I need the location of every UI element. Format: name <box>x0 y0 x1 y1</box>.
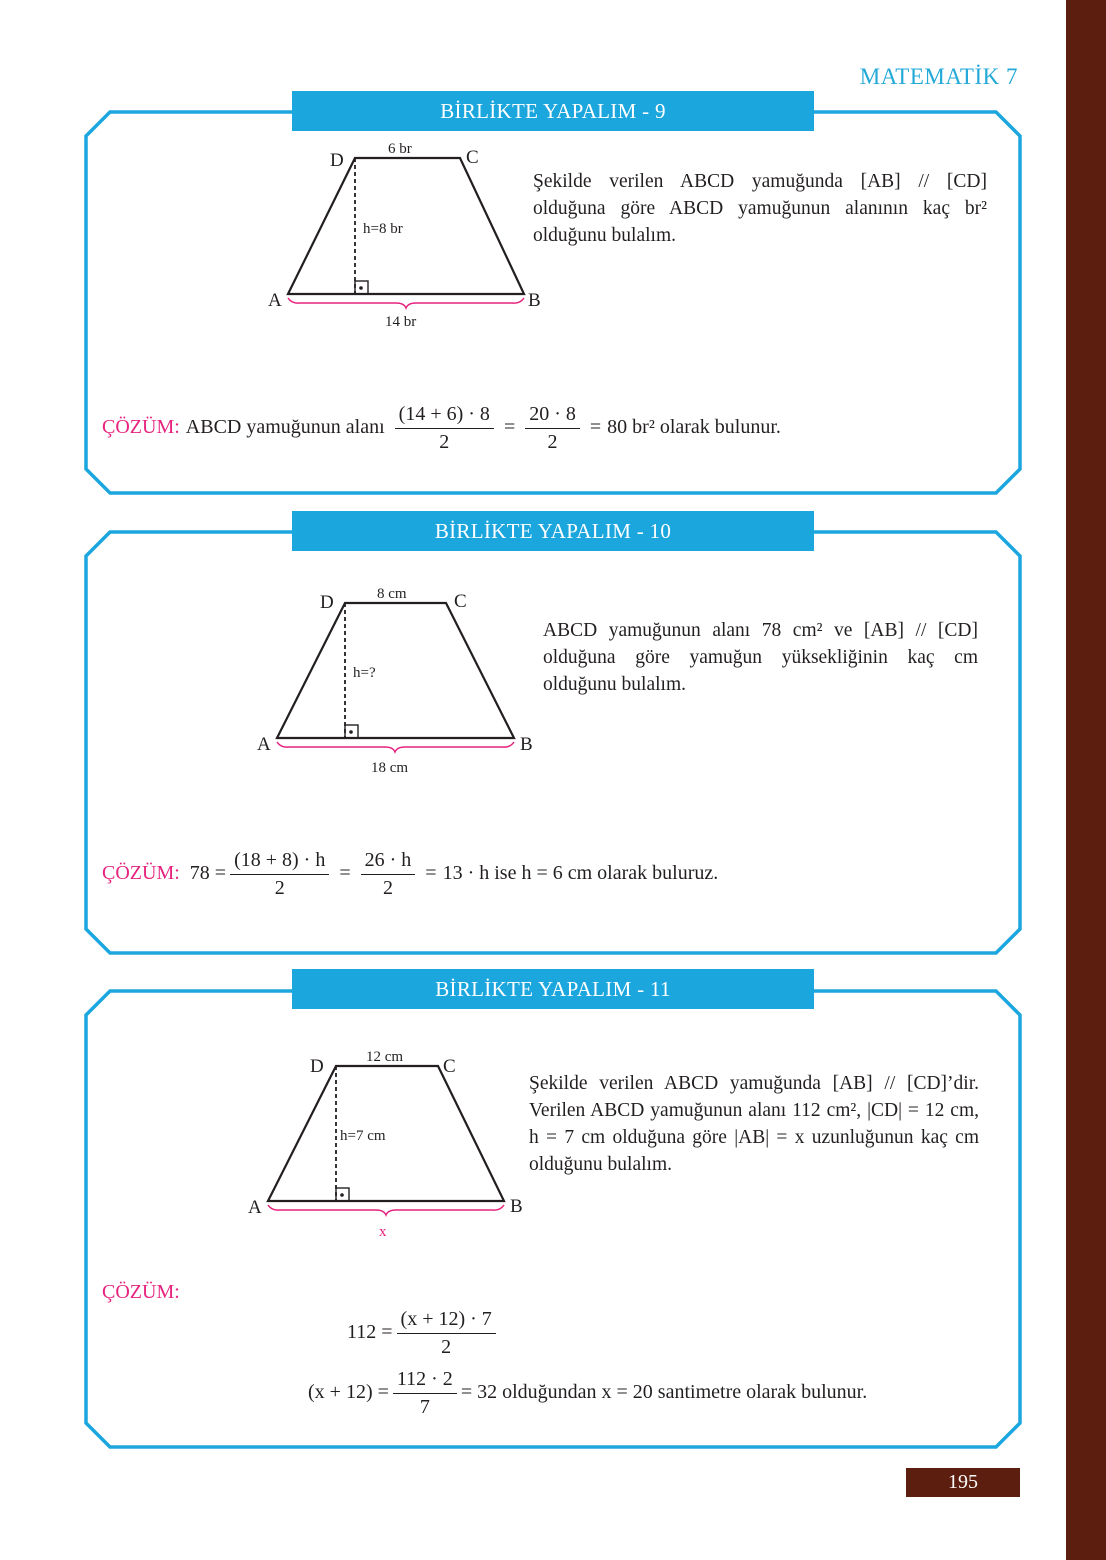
height-label-11: h=7 cm <box>340 1128 386 1144</box>
fraction-11b: $\frac{112 \cdot 2}{7}$ <box>393 1367 457 1418</box>
solution-label-11: ÇÖZÜM: <box>102 1281 180 1303</box>
solution-10: ÇÖZÜM: 78 = $\frac{(18 + 8) \cdot h}{2}$ = $\frac{26 \cdot h}{2}$ = 13 · h ise h = 6 cm olarak buluruz. <box>102 848 719 899</box>
height-label-10: h=? <box>353 665 376 681</box>
fraction-11a: $\frac{(x + 12) \cdot 7}{2}$ <box>397 1307 496 1358</box>
solution-label-9: ÇÖZÜM: <box>102 415 180 438</box>
trapezoid-11 <box>268 1066 504 1201</box>
solution-label-10: ÇÖZÜM: <box>102 861 180 884</box>
fraction-10b: $\frac{26 \cdot h}{2}$ <box>361 848 416 899</box>
question-10: ABCD yamuğunun alanı 78 cm² ve [AB] // [CD] olduğuna göre yamuğun yüksekliğinin kaç cm olduğunu bulalım. <box>543 620 978 695</box>
height-label-9: h=8 br <box>363 221 403 237</box>
tab-example-10: BİRLİKTE YAPALIM - 10 <box>292 511 814 551</box>
brace-11 <box>268 1205 504 1215</box>
bottom-label-10: 18 cm <box>371 760 409 776</box>
page-number: 195 <box>906 1468 1020 1497</box>
vertex-c-9: C <box>466 147 479 168</box>
solution-label-11-row <box>102 1281 180 1304</box>
solution-9: ÇÖZÜM: ABCD yamuğunun alanı $\frac{(14 + 6) \cdot 8}{2}$ = $\frac{20 \cdot 8}{2}$ = 80 br² olarak bulunur. <box>102 402 781 453</box>
vertex-b-10: B <box>520 734 533 755</box>
vertex-a-10: A <box>257 734 271 755</box>
fraction-9a: $\frac{(14 + 6) \cdot 8}{2}$ <box>395 402 494 453</box>
vertex-d-10: D <box>320 592 334 613</box>
vertex-d-9: D <box>330 150 344 171</box>
question-9: Şekilde verilen ABCD yamuğunda [AB] // [CD] olduğuna göre ABCD yamuğunun alanının kaç br² olduğunu bulalım. <box>533 171 987 246</box>
vertex-c-11: C <box>443 1056 456 1077</box>
top-label-11: 12 cm <box>366 1049 404 1065</box>
solution-result-10: 13 · h ise h = 6 cm olarak buluruz. <box>442 861 719 884</box>
vertex-b-11: B <box>510 1196 523 1217</box>
solution-11-line2 <box>308 1363 867 1421</box>
top-label-10: 8 cm <box>377 586 407 602</box>
solution-lead-11a: 112 = <box>347 1320 393 1343</box>
vertex-a-9: A <box>268 290 282 311</box>
fraction-10a: $\frac{(18 + 8) \cdot h}{2}$ <box>230 848 329 899</box>
tab-example-9: BİRLİKTE YAPALIM - 9 <box>292 91 814 131</box>
tab-example-11: BİRLİKTE YAPALIM - 11 <box>292 969 814 1009</box>
solution-result-11: = 32 olduğundan x = 20 santimetre olarak bulunur. <box>460 1380 868 1403</box>
vertex-a-11: A <box>248 1197 262 1218</box>
solution-lead-11b: (x + 12) = <box>308 1380 389 1403</box>
top-label-9: 6 br <box>388 141 412 157</box>
solution-11-line1 <box>347 1303 500 1361</box>
solution-lead-10: 78 = <box>189 861 227 884</box>
solution-result-9: 80 br² olarak bulunur. <box>607 415 781 438</box>
vertex-c-10: C <box>454 591 467 612</box>
vertex-b-9: B <box>528 290 541 311</box>
solution-lead-9: ABCD yamuğunun alanı <box>185 415 385 438</box>
bottom-label-11: x <box>379 1224 387 1240</box>
header-label: MATEMATİK 7 <box>859 64 1018 89</box>
fraction-9b: $\frac{20 \cdot 8}{2}$ <box>525 402 580 453</box>
vertex-d-11: D <box>310 1056 324 1077</box>
bottom-label-9: 14 br <box>385 314 417 330</box>
question-11: Şekilde verilen ABCD yamuğunda [AB] // [CD]’dir. Verilen ABCD yamuğunun alanı 112 cm², |CD| = 12 cm, h = 7 cm olduğuna göre |AB| = x uzunluğunun kaç cm olduğunu bulalım. <box>529 1073 979 1175</box>
